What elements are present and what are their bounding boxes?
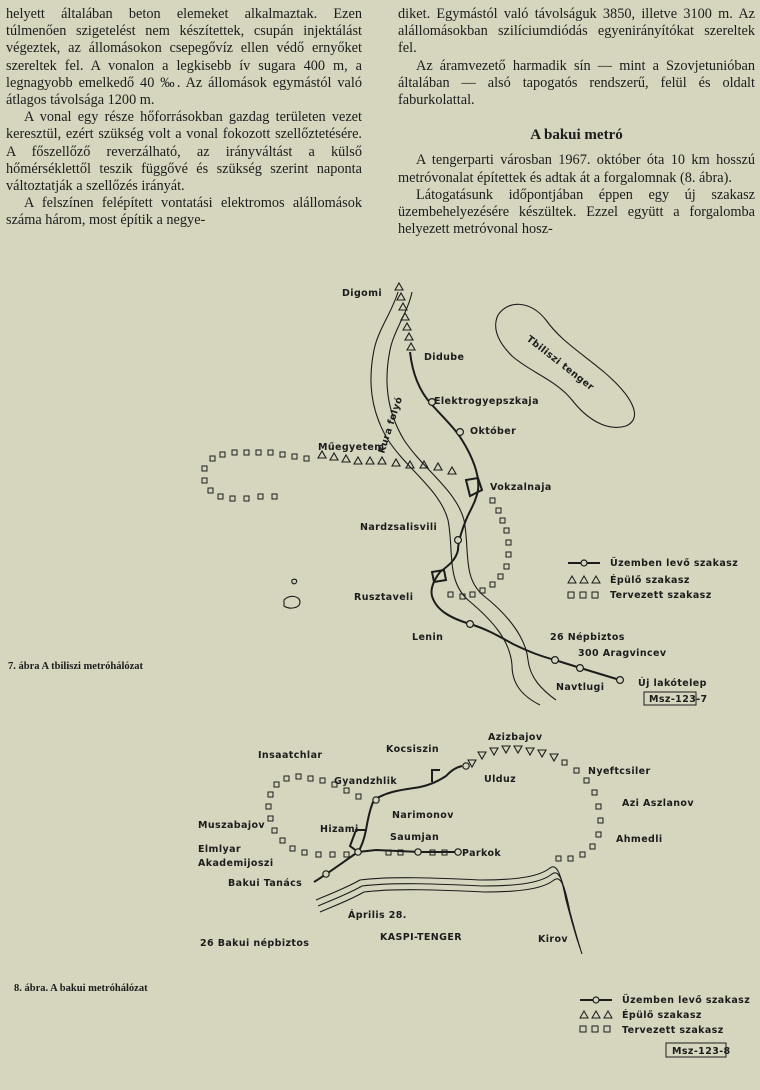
operating-line [466, 478, 482, 496]
station-marker [323, 871, 329, 877]
operating-line [432, 570, 446, 582]
station-label: Ahmedli [616, 834, 663, 845]
paragraph: Látogatásunk időpontjában éppen egy új szakasz üzembehelyezésére készültek. Ezzel együtt a forgalomba helyezett metróvonal hosz- [398, 186, 755, 238]
station-label: Insaatchlar [258, 750, 323, 761]
station-label: Kocsiszin [386, 744, 440, 755]
baku-legend [580, 995, 750, 1036]
legend-label: Üzemben levő szakasz [610, 558, 739, 569]
station-label: Digomi [342, 288, 383, 299]
station-marker [577, 665, 584, 672]
paragraph: A felszínen felépített vontatási elektromos alállomások száma három, most építik a negye- [6, 195, 362, 229]
station-label: Rusztaveli [354, 592, 414, 603]
station-label: Nyeftcsiler [588, 766, 651, 777]
station-label: Elmlyar [198, 844, 241, 855]
station-label: Október [470, 426, 517, 437]
station-label: Új lakótelep [638, 678, 707, 689]
station-label: Ulduz [484, 774, 517, 785]
paragraph: helyett általában beton elemeket alkalmaztak. Ezen túlmenően szigetelést nem készítettek, csupán injektálást végeztek, az állomásokon csepegővíz ellen védő ernyőket szereltek fel. A vonalon a legkisebb ív sugara 400 m, a legnagyobb emelkedő 40 ‰. Az állomások egymástól való átlagos távolsága 1200 m. [6, 6, 362, 109]
figure-code: Msz-123-7 [649, 694, 708, 705]
station-marker [455, 537, 462, 544]
station-label: Műegyetem [318, 442, 385, 453]
station-label: Kirov [538, 934, 569, 945]
section-heading: A bakui metró [530, 127, 623, 144]
station-label: 300 Aragvincev [578, 648, 667, 659]
station-label: Saumjan [390, 832, 440, 843]
station-label: Gyandzhlik [334, 776, 398, 787]
station-label: Muszabajov [198, 820, 265, 831]
station-marker [467, 621, 474, 628]
island [292, 579, 297, 584]
legend-label: Tervezett szakasz [610, 590, 712, 601]
figure-caption: 8. ábra. A bakui metróhálózat [14, 983, 148, 994]
sea-label: Tbiliszi tenger [524, 333, 596, 394]
station-label: Elektrogyepszkaja [434, 396, 539, 407]
coastline [316, 867, 578, 942]
legend-label: Tervezett szakasz [622, 1025, 724, 1036]
station-label: Bakui Tanács [228, 878, 303, 889]
paragraph: A vonal egy része hőforrásokban gazdag területen vezet keresztül, ezért szükség volt a vonal fokozott szellőztetésére. A főszellőző reverzálható, az irányváltást a külső hőmérséklettől teszik függővé és szükség szerint naponta változtatják a szellőzés irányát. [6, 109, 362, 195]
station-label: Navtlugi [556, 682, 605, 693]
station-label: Nardzsalisvili [360, 522, 438, 533]
station-label: 26 Bakui népbiztos [200, 938, 310, 949]
paragraph: diket. Egymástól való távolságuk 3850, illetve 3100 m. Az alállomásokban szilíciumdiódás egyenirányítókat szereltek fel. [398, 6, 755, 57]
station-marker [355, 849, 361, 855]
station-label: Akademijoszi [198, 858, 274, 869]
figure-caption: 7. ábra A tbiliszi metróhálózat [8, 661, 144, 672]
legend-label: Épülő szakasz [622, 1010, 702, 1021]
figure-code: Msz-123-8 [672, 1046, 731, 1057]
station-marker [463, 763, 469, 769]
legend-label: Épülő szakasz [610, 575, 690, 586]
station-label: Április 28. [348, 910, 407, 921]
station-label: Parkok [462, 848, 502, 859]
island [284, 596, 300, 608]
station-label: Hizami [320, 824, 359, 835]
station-label: Azizbajov [488, 732, 543, 743]
station-marker [373, 797, 379, 803]
station-label: Narimonov [392, 810, 454, 821]
tbilisi-legend [568, 558, 738, 601]
station-label: Azi Aszlanov [622, 798, 694, 809]
station-marker [455, 849, 461, 855]
station-label: Vokzalnaja [490, 482, 552, 493]
station-marker [552, 657, 559, 664]
sea-label: KASPI-TENGER [380, 932, 462, 943]
tbilisi-map [8, 283, 738, 705]
station-marker [415, 849, 421, 855]
station-label: 26 Népbiztos [550, 632, 625, 643]
baku-map [14, 732, 750, 1057]
station-marker [617, 677, 624, 684]
station-label: Didube [424, 352, 465, 363]
river-label: Kura folyó [376, 395, 406, 455]
under-construction-line [468, 746, 558, 767]
legend-label: Üzemben levő szakasz [622, 995, 751, 1006]
paragraph: Az áramvezető harmadik sín — mint a Szovjetunióban általában — alsó tapogatós rendszerű, felül és oldalt faburkolattal. [398, 57, 755, 109]
station-label: Lenin [412, 632, 444, 643]
station-marker [457, 429, 464, 436]
paragraph: A tengerparti városban 1967. október óta 10 km hosszú metróvonalat építettek és adtak át a forgalomnak (8. ábra). [398, 152, 755, 186]
